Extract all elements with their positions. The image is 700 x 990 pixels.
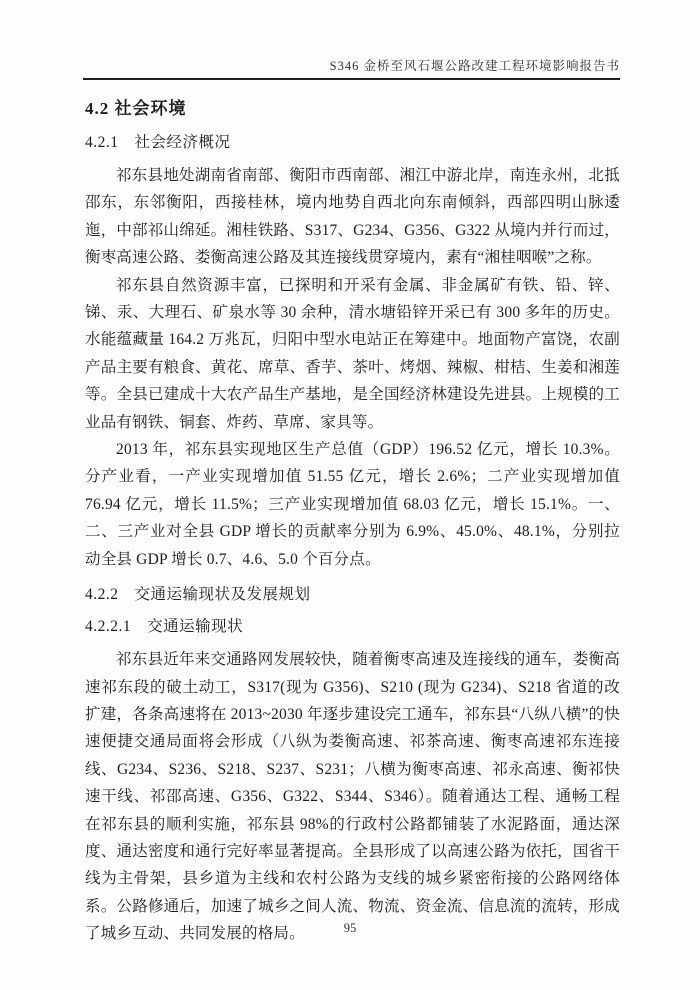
- paragraph-gdp-2013: 2013 年，祁东县实现地区生产总值（GDP）196.52 亿元，增长 10.3%。分产业看，一产业实现增加值 51.55 亿元，增长 2.6%；二产业实现增加值 76.94 亿元，增长 11.5%；三产业实现增加值 68.03 亿元，增长 15.1%。一、二、三产业对全县 GDP 增长的贡献率分别为 6.9%、45.0%、48.1%，分别拉动全县 GDP 增长 0.7、4.6、5.0 个百分点。: [85, 441, 620, 568]
- subsection-title-4-2-1: 4.2.1 社会经济概况: [85, 134, 231, 151]
- page-footer: [0, 921, 700, 936]
- subsubsection-title-4-2-2-1: 4.2.2.1 交通运输现状: [85, 618, 244, 636]
- page-number: 95: [343, 921, 357, 935]
- page-content: [85, 88, 620, 948]
- section-title-4-2: 4.2 社会环境: [85, 99, 187, 118]
- running-header: S346 金桥至风石堰公路改建工程环境影响报告书: [83, 56, 620, 80]
- paragraph-natural-resources: 祁东县自然资源丰富，已探明和开采有金属、非金属矿有铁、铅、锌、锑、汞、大理石、矿泉水等 30 余种，清水塘铅锌开采已有 300 多年的历史。水能蕴藏量 164.2 万兆瓦，归阳中型水电站正在筹建中。地面物产富饶，农副产品主要有粮食、黄花、席草、香芋、茶叶、烤烟、辣椒、柑桔、生姜和湘莲等。全县已建成十大农产品生产基地，是全国经济林建设先进县。上规模的工业品有钢铁、铜套、炸药、草席、家具等。: [85, 276, 620, 431]
- subsection-title-4-2-2: 4.2.2 交通运输现状及发展规划: [85, 586, 311, 604]
- paragraph-county-location: 祁东县地处湖南省南部、衡阳市西南部、湘江中游北岸，南连永州，北抵邵东，东邻衡阳，西接桂林，境内地势自西北向东南倾斜，西部四明山脉逶迤，中部祁山绵延。湘桂铁路、S317、G234、G356、G322 从境内并行而过，衡枣高速公路、娄衡高速公路及其连接线贯穿境内，素有“湘桂咽喉”之称。: [85, 167, 620, 267]
- paragraph-transport-status: 祁东县近年来交通路网发展较快，随着衡枣高速及连接线的通车，娄衡高速祁东段的破土动工，S317(现为 G356)、S210 (现为 G234)、S218 省道的改扩建，各条高速将在 2013~2030 年逐步建设完工通车，祁东县“八纵八横”的快速便捷交通局面将会形成（八纵为娄衡高速、祁茶高速、衡枣高速祁东连接线、G234、S236、S218、S237、S231；八横为衡枣高速、祁永高速、衡祁快速干线、祁邵高速、G356、G322、S344、S346）。随着通达工程、通畅工程在祁东县的顺利实施，祁东县 98%的行政村公路都铺装了水泥路面，通达深度、通达密度和通行完好率显著提高。全县形成了以高速公路为依托，国省干线为主骨架，县乡道为主线和农村公路为支线的城乡紧密衔接的公路网络体系。公路修通后，加速了城乡之间人流、物流、资金流、信息流的流转，形成了城乡互动、共同发展的格局。: [85, 651, 620, 943]
